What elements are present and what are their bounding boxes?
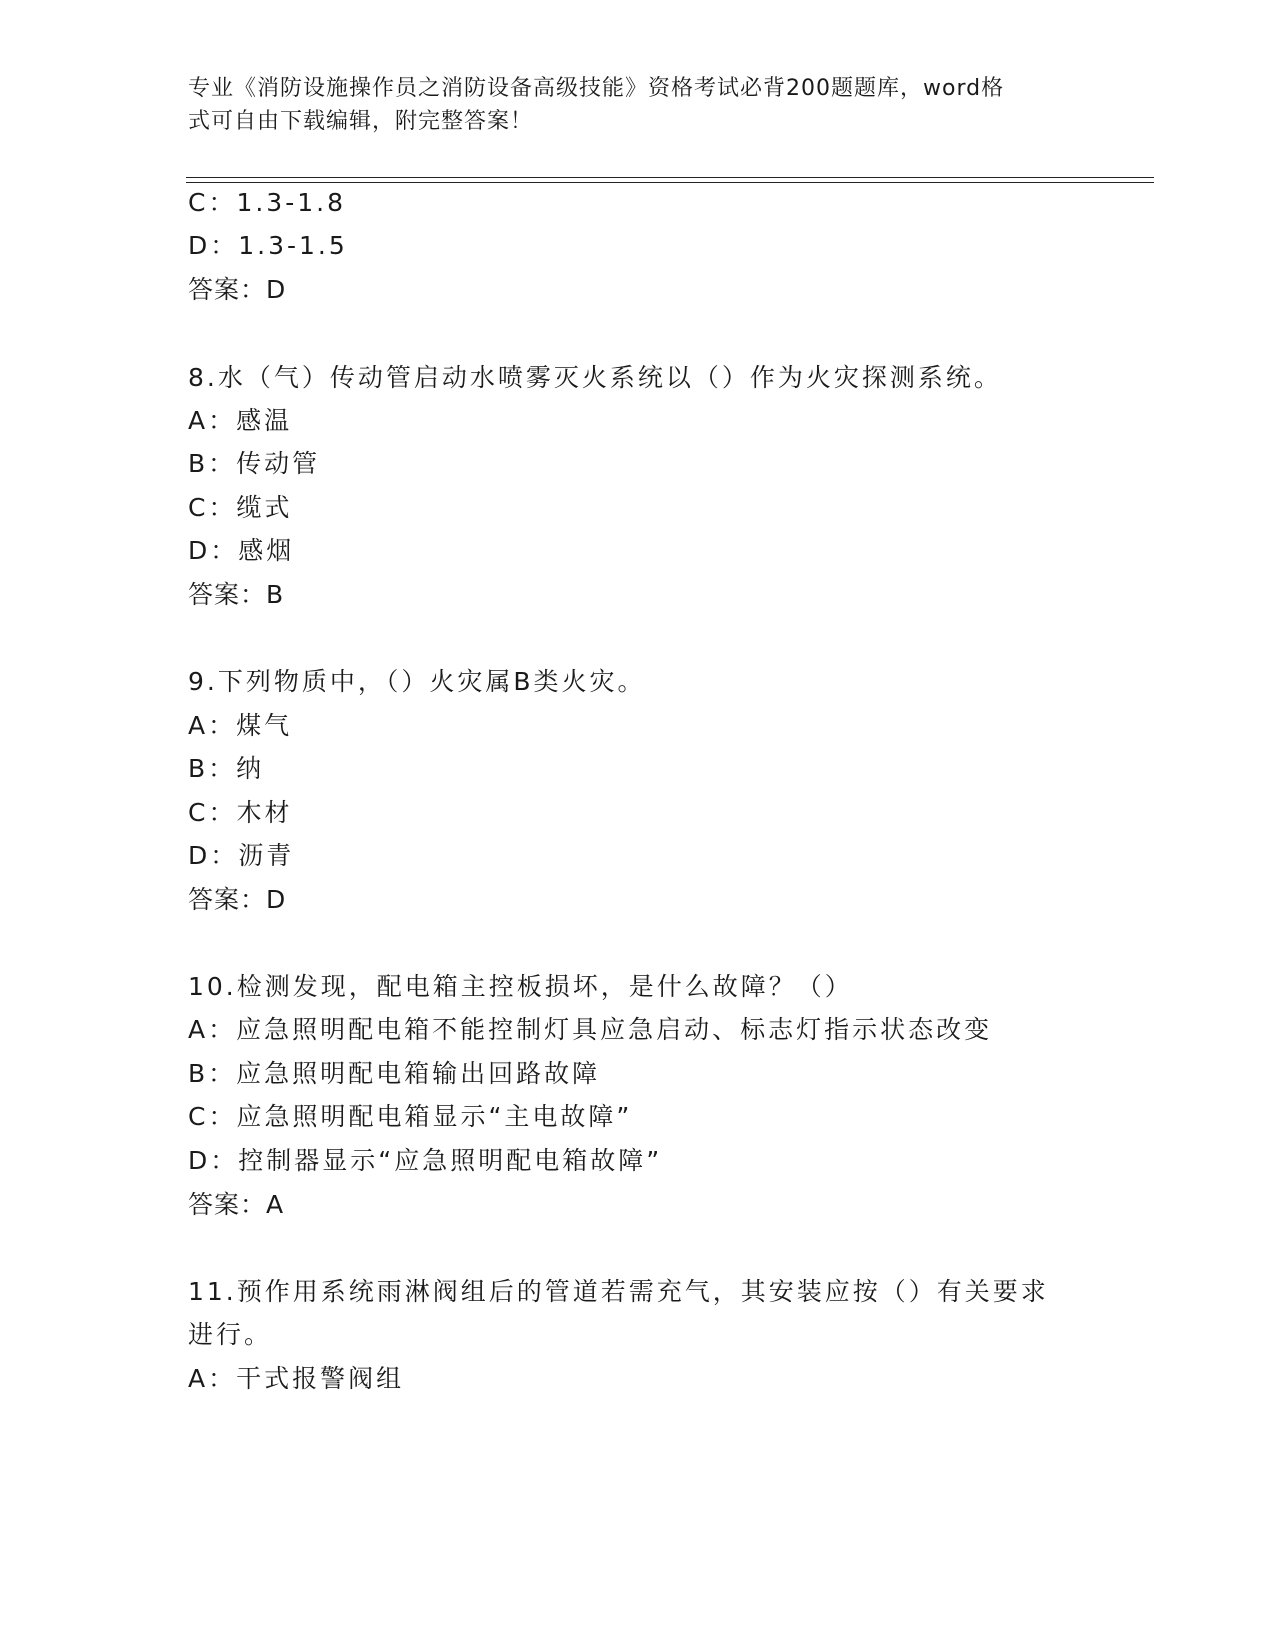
option-line: A：感温 (188, 406, 293, 435)
header-divider-bottom (186, 182, 1154, 183)
option-line: D：控制器显示“应急照明配电箱故障” (188, 1146, 663, 1175)
question-line: 进行。 (188, 1320, 273, 1349)
answer-line: 答案：D (188, 275, 287, 304)
option-line: C：应急照明配电箱显示“主电故障” (188, 1102, 633, 1131)
answer-line: 答案：D (188, 885, 287, 914)
answer-line: 答案：B (188, 580, 285, 609)
question-line: 9.下列物质中，（）火灾属B类火灾。 (188, 667, 646, 696)
question-line: 10.检测发现，配电箱主控板损坏，是什么故障？（） (188, 972, 853, 1001)
option-line: B：纳 (188, 754, 265, 783)
option-line: C：木材 (188, 798, 293, 827)
option-line: A：煤气 (188, 711, 293, 740)
header-divider-top (186, 177, 1154, 178)
header-line-1: 专业《消防设施操作员之消防设备高级技能》资格考试必背200题题库，word格 (188, 76, 1005, 101)
header-line-2: 式可自由下载编辑，附完整答案！ (188, 109, 534, 134)
option-line: A：干式报警阀组 (188, 1364, 405, 1393)
question-line: 11.预作用系统雨淋阀组后的管道若需充气，其安装应按（）有关要求 (188, 1277, 1049, 1306)
option-line: C：缆式 (188, 493, 293, 522)
option-line: C：1.3-1.8 (188, 188, 346, 217)
option-line: B：传动管 (188, 449, 321, 478)
option-line: A：应急照明配电箱不能控制灯具应急启动、标志灯指示状态改变 (188, 1015, 993, 1044)
option-line: D：感烟 (188, 536, 295, 565)
document-header (188, 72, 1068, 138)
answer-line: 答案：A (188, 1190, 285, 1219)
option-line: D：沥青 (188, 841, 295, 870)
option-line: B：应急照明配电箱输出回路故障 (188, 1059, 601, 1088)
question-line: 8.水（气）传动管启动水喷雾灭火系统以（）作为火灾探测系统。 (188, 363, 1002, 392)
option-line: D：1.3-1.5 (188, 231, 348, 260)
